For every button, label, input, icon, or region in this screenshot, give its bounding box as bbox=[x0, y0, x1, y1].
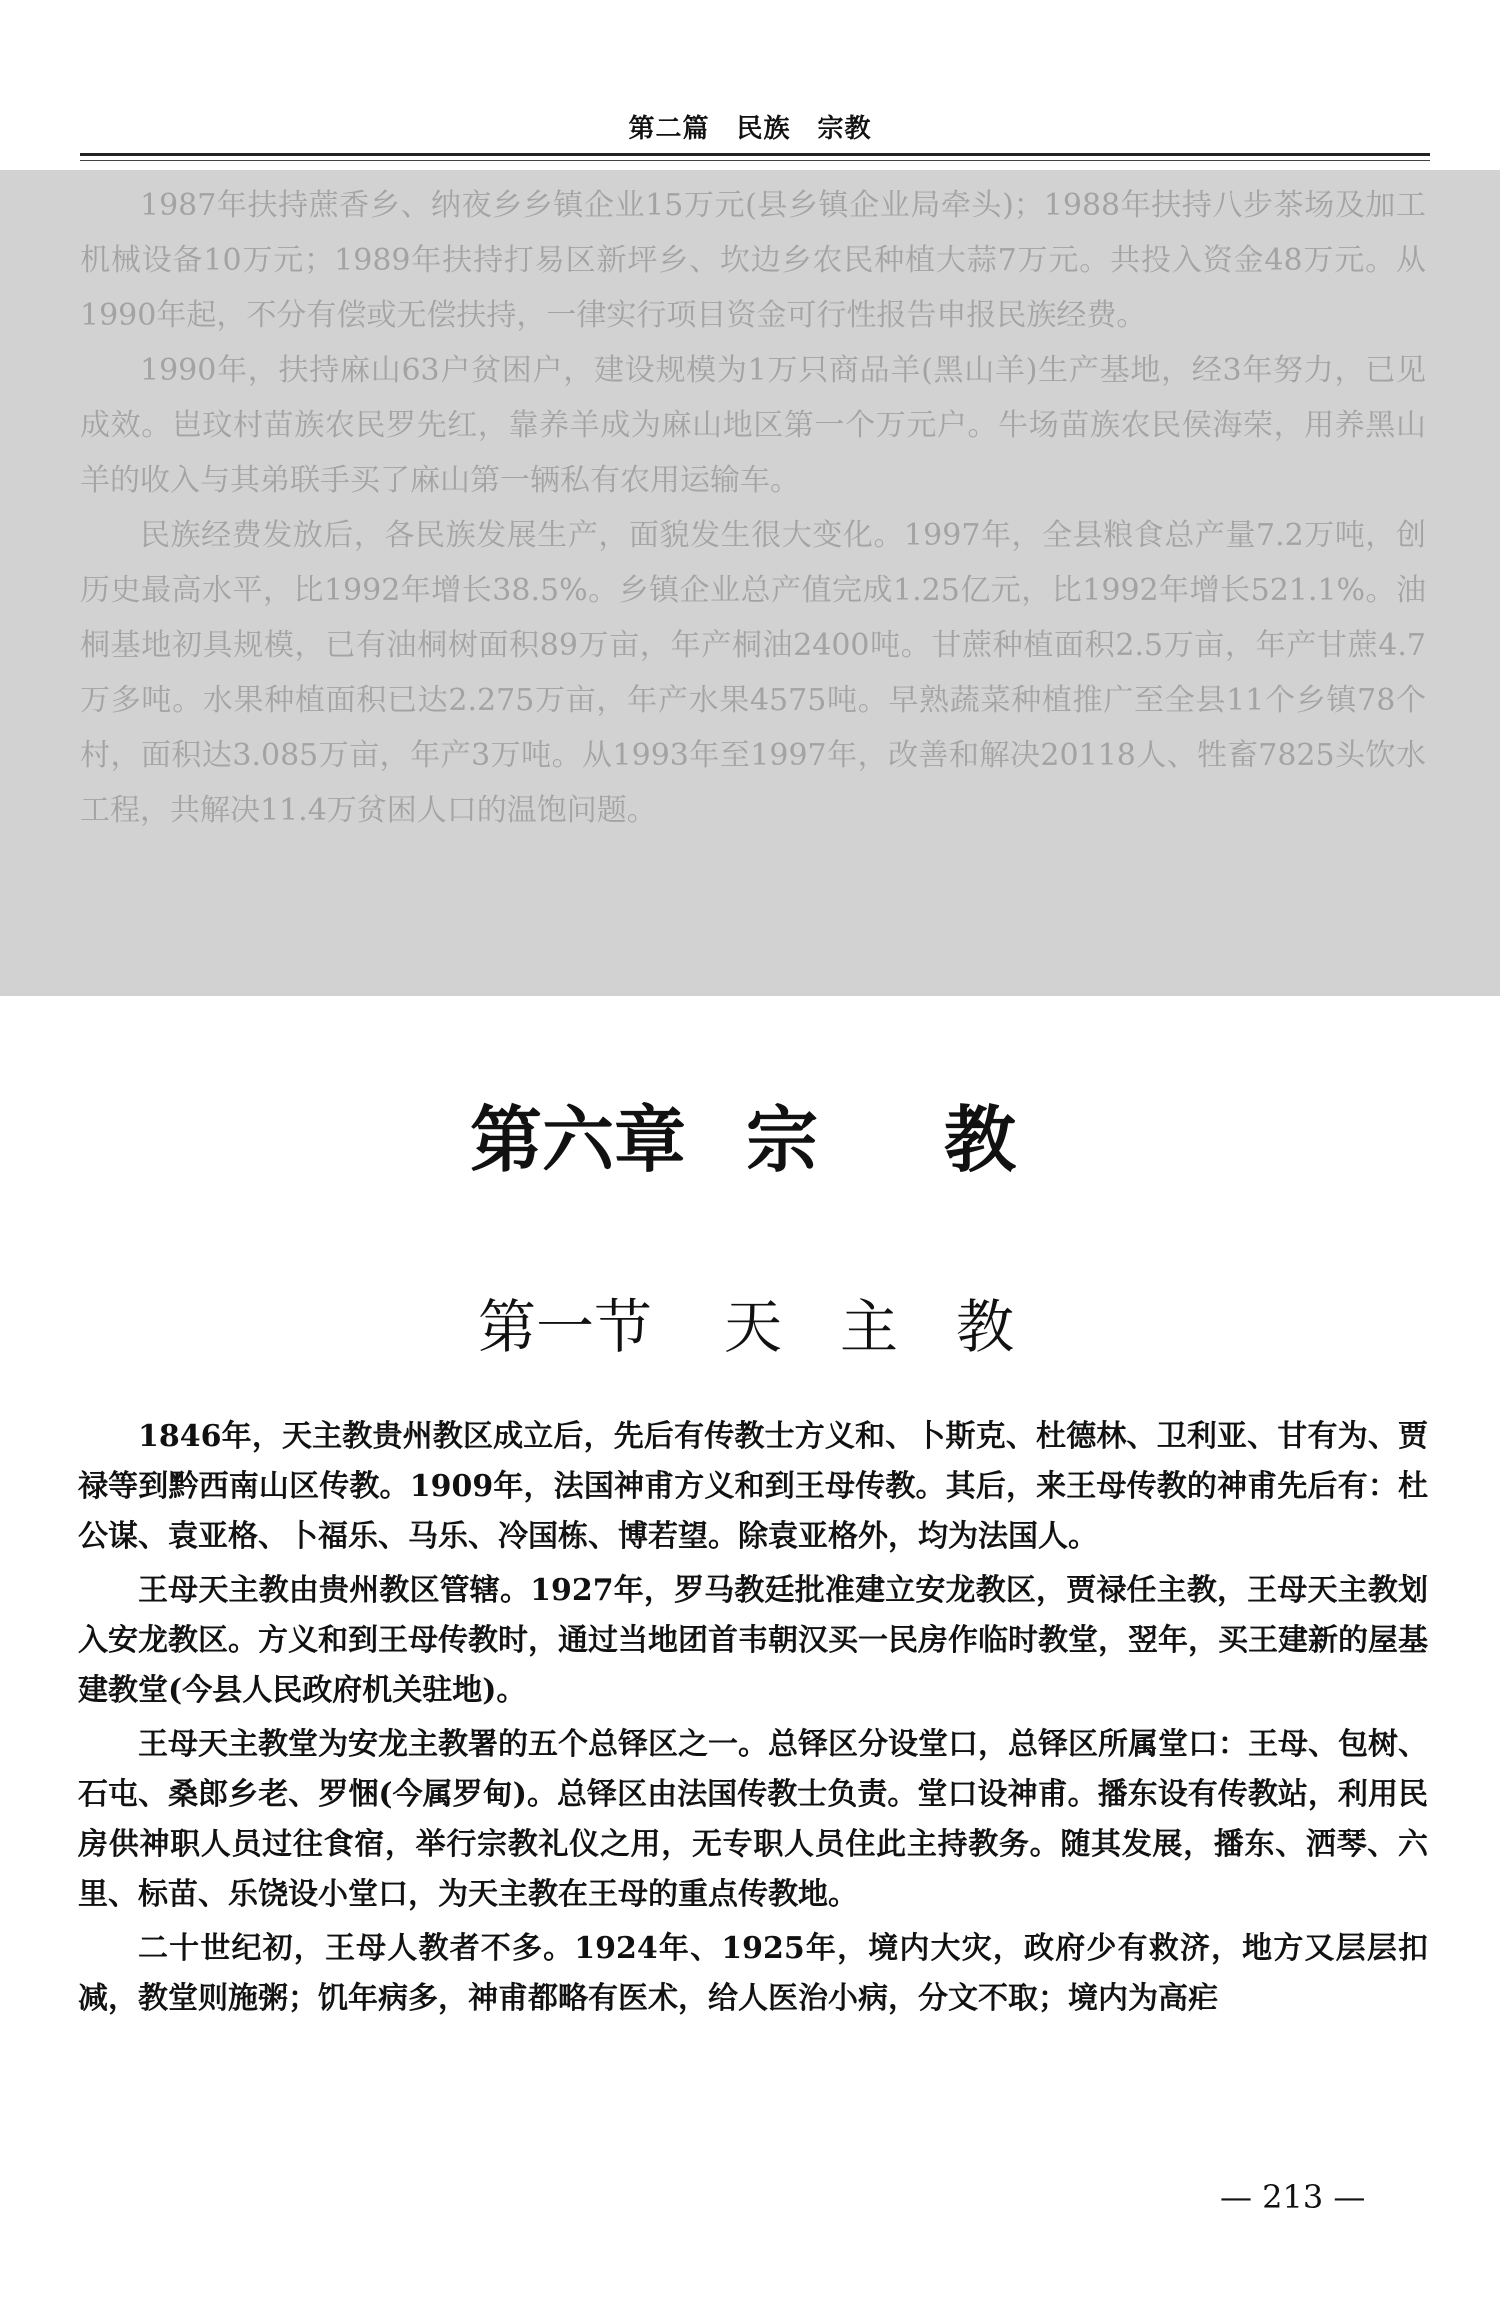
paragraph: 王母天主教堂为安龙主教署的五个总铎区之一。总铎区分设堂口，总铎区所属堂口：王母、包树、石屯、桑郎乡老、罗悃(今属罗甸)。总铎区由法国传教士负责。堂口设神甫。播东设有传教站，利用民房供神职人员过往食宿，举行宗教礼仪之用，无专职人员住此主持教务。随其发展，播东、洒琴、六里、标苗、乐饶设小堂口，为天主教在王母的重点传教地。 bbox=[78, 1727, 1428, 1912]
section-title bbox=[478, 1280, 1014, 1364]
header-rule-thin bbox=[80, 160, 1430, 161]
paragraph: 王母天主教由贵州教区管辖。1927年，罗马教廷批准建立安龙教区，贾禄任主教，王母天主教划入安龙教区。方义和到王母传教时，通过当地团首韦朝汉买一民房作临时教堂，翌年，买王建新的屋基建教堂(今县人民政府机关驻地)。 bbox=[78, 1573, 1428, 1708]
chapter-title-char: 宗 bbox=[746, 1098, 819, 1182]
paragraph: 1987年扶持蔗香乡、纳夜乡乡镇企业15万元(县乡镇企业局牵头)；1988年扶持八步茶场及加工机械设备10万元；1989年扶持打易区新坪乡、坎边乡农民种植大蒜7万元。共投入资金48万元。从1990年起，不分有偿或无偿扶持，一律实行项目资金可行性报告申报民族经费。 bbox=[80, 188, 1426, 333]
paragraph: 1846年，天主教贵州教区成立后，先后有传教士方义和、卜斯克、杜德林、卫利亚、甘有为、贾禄等到黔西南山区传教。1909年，法国神甫方义和到王母传教。其后，来王母传教的神甫先后有：杜公谋、袁亚格、卜福乐、马乐、冷国栋、博若望。除袁亚格外，均为法国人。 bbox=[78, 1419, 1428, 1554]
section-title-char: 天 bbox=[724, 1293, 783, 1361]
section-number: 第一节 bbox=[478, 1293, 653, 1361]
paragraph: 1990年，扶持麻山63户贫困户，建设规模为1万只商品羊(黑山羊)生产基地，经3年努力，已见成效。岜玟村苗族农民罗先红，靠养羊成为麻山地区第一个万元户。牛场苗族农民侯海荣，用养黑山羊的收入与其弟联手买了麻山第一辆私有农用运输车。 bbox=[80, 353, 1426, 498]
chapter-title-char: 教 bbox=[944, 1098, 1017, 1182]
section-body bbox=[78, 1412, 1428, 2028]
header-rule-thick bbox=[80, 153, 1430, 156]
continued-section-text bbox=[80, 178, 1426, 838]
section-title-char: 教 bbox=[956, 1293, 1015, 1361]
page-number: — 213 — bbox=[1220, 2178, 1366, 2216]
paragraph: 二十世纪初，王母人教者不多。1924年、1925年，境内大灾，政府少有救济，地方又层层扣减，教堂则施粥；饥年病多，神甫都略有医术，给人医治小病，分文不取；境内为高疟 bbox=[78, 1931, 1428, 2016]
chapter-title bbox=[470, 1082, 1016, 1186]
running-head: 第二篇 民族 宗教 bbox=[628, 114, 872, 144]
paragraph: 民族经费发放后，各民族发展生产，面貌发生很大变化。1997年，全县粮食总产量7.2万吨，创历史最高水平，比1992年增长38.5%。乡镇企业总产值完成1.25亿元，比1992年增长521.1%。油桐基地初具规模，已有油桐树面积89万亩，年产桐油2400吨。甘蔗种植面积2.5万亩，年产甘蔗4.7万多吨。水果种植面积已达2.275万亩，年产水果4575吨。早熟蔬菜种植推广至全县11个乡镇78个村，面积达3.085万亩，年产3万吨。从1993年至1997年，改善和解决20118人、牲畜7825头饮水工程，共解决11.4万贫困人口的温饱问题。 bbox=[80, 518, 1426, 828]
section-title-char: 主 bbox=[840, 1293, 899, 1361]
chapter-number: 第六章 bbox=[470, 1098, 687, 1182]
